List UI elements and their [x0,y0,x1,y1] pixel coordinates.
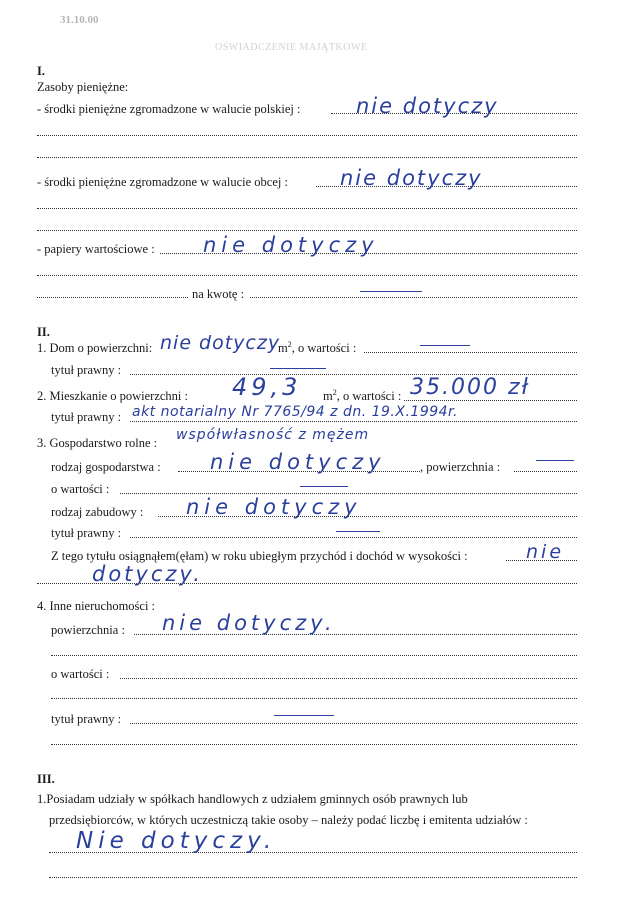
flat-unit: $m^2$, o wartości : [323,387,402,403]
securities-label: - papiery wartościowe : [37,242,155,256]
house-value-label: , o wartości : [291,341,357,355]
amount-label: na kwotę : [192,287,245,301]
farm-build-value: nie dotyczy [186,495,362,519]
dotted-line [51,698,577,699]
section-3-heading: III. [37,772,55,786]
flat-title-value: akt notarialny Nr 7765/94 z dn. 19.X.1994r. [132,404,458,420]
farm-build-label: rodzaj zabudowy : [51,505,144,519]
other-property-label: 4. Inne nieruchomości : [37,599,156,613]
dotted-line [37,230,577,231]
farm-type-value: nie dotyczy [210,450,386,474]
dotted-line [364,352,577,353]
dotted-line [514,471,577,472]
section-2-heading: II. [37,325,50,339]
shares-label-2: przedsiębiorców, w których uczestniczą takie osoby – należy podać liczbę i emitenta udziałów : [49,813,528,827]
dotted-line [51,655,577,656]
flat-value: 35.000 zł [410,375,530,400]
foreign-funds-value: nie dotyczy [340,166,483,190]
dotted-line [130,723,577,724]
section-1-heading: I. [37,64,45,78]
handwritten-dash [270,368,326,369]
dotted-line [37,275,577,276]
farm-value-label: o wartości : [51,482,110,496]
handwritten-dash [274,715,334,716]
shares-value: Nie dotyczy. [76,828,277,854]
bleed-title: OŚWIADCZENIE MAJĄTKOWE [215,42,368,53]
pln-funds-label: - środki pieniężne zgromadzone w walucie polskiej : [37,102,301,116]
dotted-line [49,877,577,878]
handwritten-dash [420,345,470,346]
money-resources-label: Zasoby pieniężne: [37,80,129,94]
dotted-line [120,493,577,494]
handwritten-dash [536,460,574,461]
house-area-label: 1. Dom o powierzchni: [37,341,153,355]
flat-title-label: tytuł prawny : [51,410,122,424]
house-unit-m: m [278,341,288,355]
income-value-b: dotyczy. [92,562,203,586]
other-area-label: powierzchnia : [51,623,125,637]
handwritten-dash [360,291,422,292]
farm-area-label: , powierzchnia : [420,460,501,474]
dotted-line [120,678,577,679]
farm-label: 3. Gospodarstwo rolne : [37,436,158,450]
dotted-line [130,537,577,538]
house-unit: $m^2$, o wartości : [278,339,357,355]
dotted-line [37,135,577,136]
dotted-line [130,421,577,422]
farm-type-label: rodzaj gospodarstwa : [51,460,161,474]
income-value-a: nie [526,541,565,563]
house-title-label: tytuł prawny : [51,363,122,377]
other-area-value: nie dotyczy. [162,611,336,635]
flat-area-label: 2. Mieszkanie o powierzchni : [37,389,188,403]
dotted-line [250,297,577,298]
shares-label-1: 1.Posiadam udziały w spółkach handlowych z udziałem gminnych osób prawnych lub [37,792,468,806]
dotted-line [37,297,188,298]
other-value-label: o wartości : [51,667,110,681]
dotted-line [51,744,577,745]
dotted-line [404,400,577,401]
flat-title-value-2: współwłasność z mężem [176,427,370,443]
securities-value: nie dotyczy [203,233,379,257]
pln-funds-value: nie dotyczy [356,94,499,118]
foreign-funds-label: - środki pieniężne zgromadzone w walucie obcej : [37,175,288,189]
farm-title-label: tytuł prawny : [51,526,122,540]
other-title-label: tytuł prawny : [51,712,122,726]
handwritten-dash [300,486,348,487]
income-label: Z tego tytułu osiągnąłem(ęłam) w roku ubiegłym przychód i dochód w wysokości : [51,549,468,563]
handwritten-dash [336,531,380,532]
dotted-line [37,208,577,209]
flat-unit-m: m [323,389,333,403]
flat-area-value: 49,3 [232,373,302,401]
dotted-line [37,157,577,158]
house-area-value: nie dotyczy [160,332,281,354]
flat-value-label: , o wartości : [336,389,402,403]
bleed-stamp: 31.10.00 [60,14,99,26]
